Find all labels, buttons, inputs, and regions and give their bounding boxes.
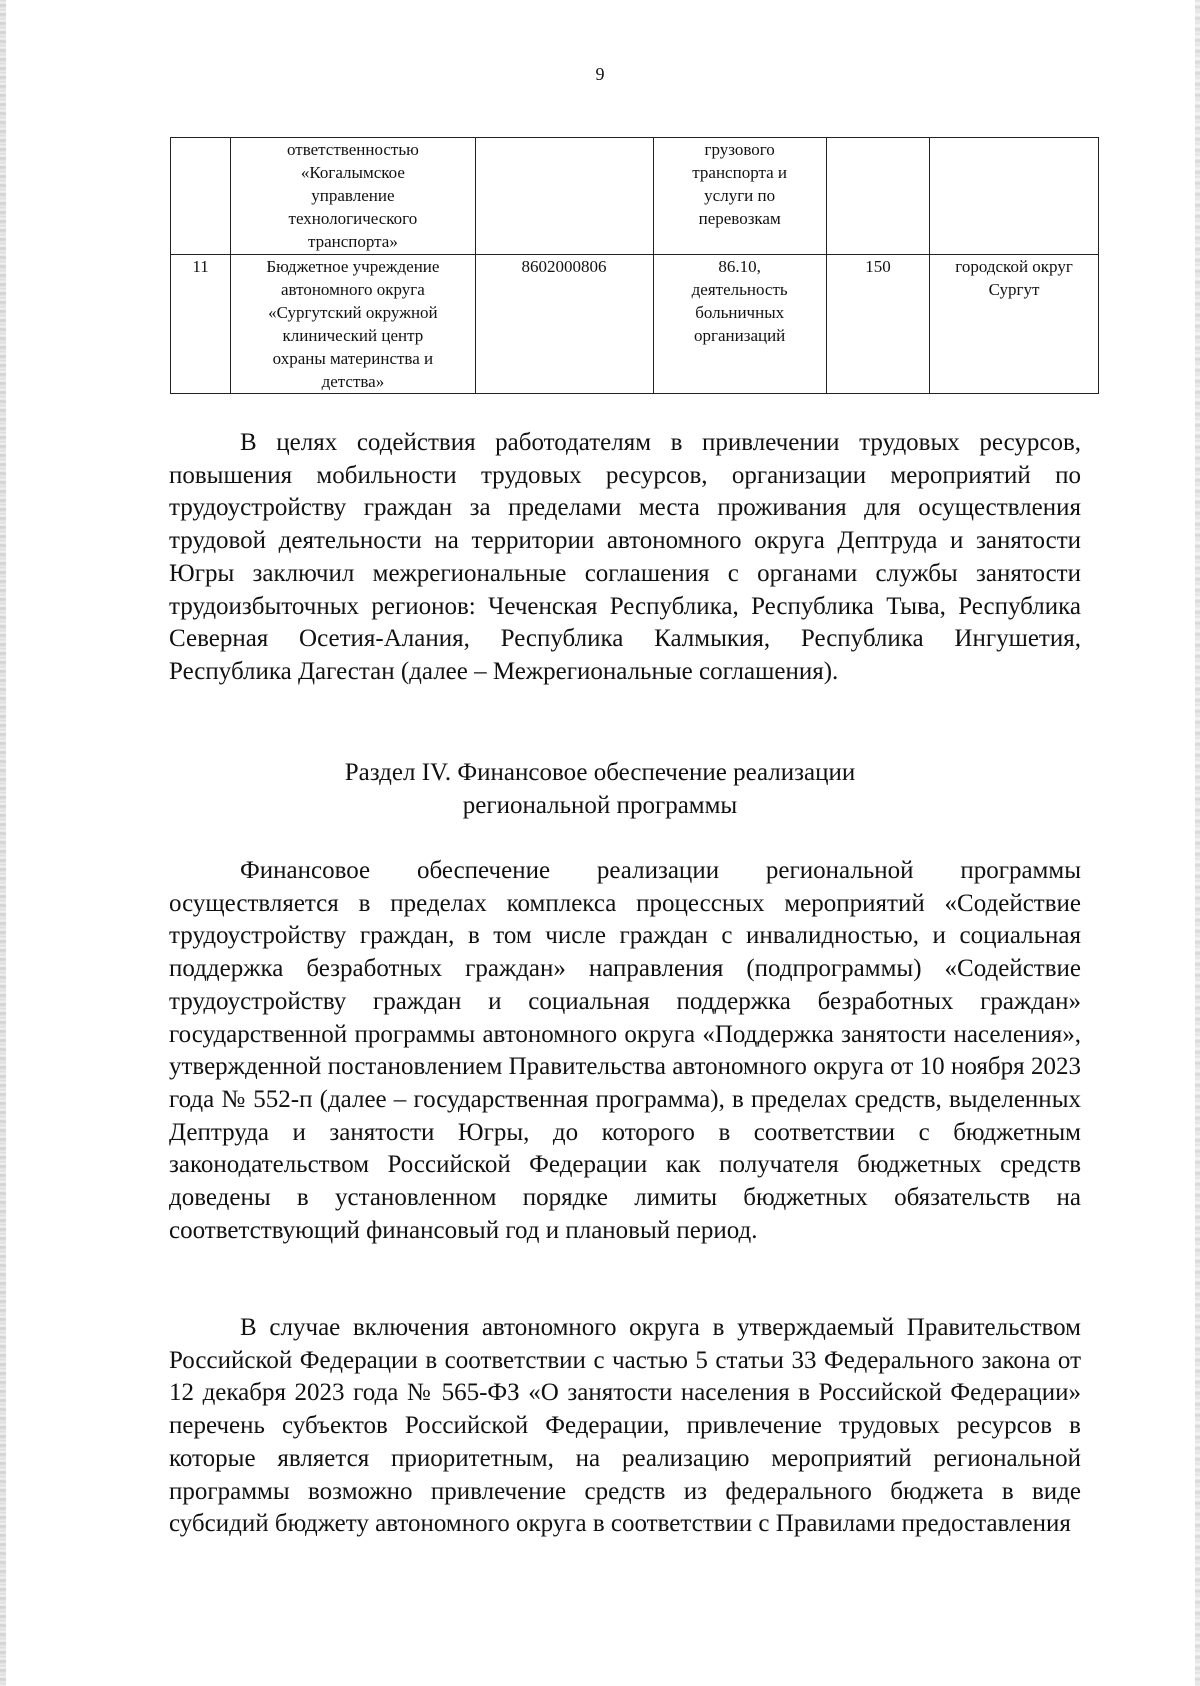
cell-line: 86.10,	[718, 257, 761, 276]
cell-line: перевозкам	[698, 209, 781, 228]
cell-line: детства»	[321, 372, 385, 391]
cell-inn	[475, 138, 653, 255]
paragraph-text: В целях содействия работодателям в привлечении трудовых ресурсов, повышения мобильности трудовых ресурсов, организации мероприятий по трудоустройству граждан за пределами места проживания для осуществления трудовой деятельности на территории автономного округа Дептруда и занятости Югры заключил межрегиональные соглашения с органами службы занятости трудоизбыточных регионов: Чеченская Республика, Республика Тыва, Республика Северная Осетия-Алания, Республика Калмыкия, Республика Ингушетия, Республика Дагестан (далее – Межрегиональные соглашения).	[169, 429, 1081, 685]
cell-activity	[653, 255, 826, 394]
cell-line: клинический центр	[282, 326, 424, 345]
cell-line: транспорта и	[692, 163, 788, 182]
organizations-table-body	[171, 138, 1099, 394]
section-heading-line-1: Раздел IV. Финансовое обеспечение реализации	[344, 759, 856, 786]
cell-line: охраны материнства и	[272, 349, 434, 368]
cell-organization	[231, 255, 475, 394]
cell-line: организаций	[694, 326, 786, 345]
table-row	[171, 138, 1099, 255]
cell-line: услуги по	[704, 186, 776, 205]
cell-location	[930, 138, 1099, 255]
cell-line: городской округ	[955, 257, 1073, 276]
cell-number: 11	[171, 255, 231, 394]
cell-count	[826, 138, 929, 255]
page-number: 9	[595, 64, 605, 84]
cell-line: больничных	[695, 303, 785, 322]
paragraph-labor-agreements	[169, 427, 1081, 689]
cell-line: «Сургутский окружной	[268, 303, 438, 322]
section-heading	[0, 756, 1200, 822]
paragraph-text: В случае включения автономного округа в утверждаемый Правительством Российской Федерации в соответствии с частью 5 статьи 33 Федерального закона от 12 декабря 2023 года № 565-ФЗ «О занятости населения в Российской Федерации» перечень субъектов Российской Федерации, привлечение трудовых ресурсов в которые является приоритетным, на реализацию мероприятий региональной программы возможно привлечение средств из федерального бюджета в виде субсидий бюджету автономного округа в соответствии с Правилами предоставления	[169, 1314, 1081, 1538]
scan-edge-right	[1195, 0, 1200, 1686]
cell-line: автономного округа	[280, 280, 425, 299]
cell-organization	[231, 138, 475, 255]
table-row	[171, 255, 1099, 394]
cell-inn: 8602000806	[475, 255, 653, 394]
paragraph-federal-subsidies	[169, 1312, 1081, 1541]
cell-number	[171, 138, 231, 255]
cell-line: управление	[311, 186, 395, 205]
cell-line: Бюджетное учреждение	[266, 257, 440, 276]
scan-edge-left	[0, 0, 6, 1686]
section-heading-line-2: региональной программы	[462, 792, 738, 819]
cell-count: 150	[826, 255, 929, 394]
cell-line: технологического	[288, 209, 418, 228]
paragraph-financing	[169, 855, 1081, 1247]
paragraph-text: Финансовое обеспечение реализации региональной программы осуществляется в пределах комплекса процессных мероприятий «Содействие трудоустройству граждан, в том числе граждан с инвалидностью, и социальная поддержка безработных граждан» направления (подпрограммы) «Содействие трудоустройству граждан и социальная поддержка безработных граждан» государственной программы автономного округа «Поддержка занятости населения», утвержденной постановлением Правительства автономного округа от 10 ноября 2023 года № 552-п (далее – государственная программа), в пределах средств, выделенных Дептруда и занятости Югры, до которого в соответствии с бюджетным законодательством Российской Федерации как получателя бюджетных средств доведены в установленном порядке лимиты бюджетных обязательств на соответствующий финансовый год и плановый период.	[169, 857, 1081, 1244]
cell-line: Сургут	[988, 280, 1040, 299]
cell-line: транспорта»	[307, 232, 398, 251]
cell-line: грузового	[704, 140, 775, 159]
cell-line: «Когалымское	[300, 163, 405, 182]
cell-line: ответственностью	[286, 140, 419, 159]
cell-activity	[653, 138, 826, 255]
cell-line: деятельность	[691, 280, 788, 299]
organizations-table	[170, 137, 1099, 394]
cell-location	[930, 255, 1099, 394]
